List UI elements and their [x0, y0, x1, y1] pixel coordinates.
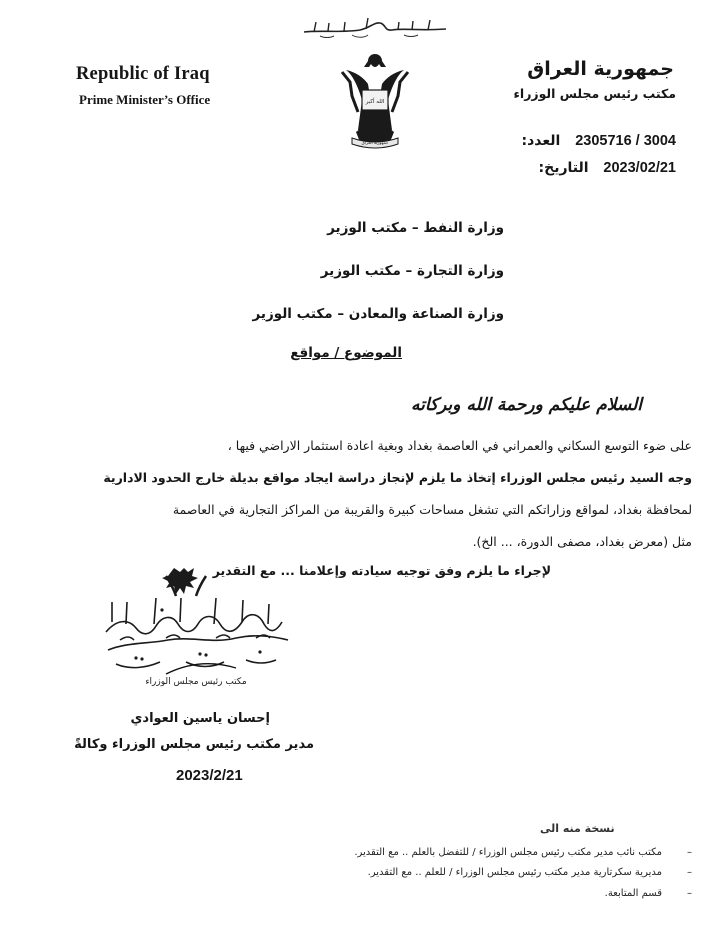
office-stamp [96, 566, 296, 690]
body-line: على ضوء التوسع السكاني والعمراني في العاصمة بغداد وبغية اعادة استثمار الاراضي فيها ، [227, 438, 692, 453]
date-value: 2023/02/21 [603, 160, 676, 176]
reference-number-row [522, 133, 677, 149]
emblem-ribbon: جمهورية العراق [361, 140, 389, 145]
header-ar-subtitle: مكتب رئيس مجلس الوزراء [513, 86, 676, 101]
reference-label: العدد: [521, 133, 561, 149]
copy-recipient [368, 867, 692, 878]
recipient-oil-ministry: وزارة النفط – مكتب الوزير [327, 220, 504, 236]
bullet-dash: – [687, 888, 692, 899]
header-en-subtitle: Prime Minister’s Office [79, 92, 211, 107]
subject-line: الموضوع / مواقع [290, 345, 402, 361]
header-en-title: Republic of Iraq [76, 64, 210, 84]
copy-recipient-text: مديرية سكرتارية مدير مكتب رئيس مجلس الوزراء / للعلم .. مع التقدير. [367, 867, 662, 878]
signatory-name: إحسان ياسين العوادي [130, 711, 270, 726]
copy-recipient [605, 888, 692, 899]
stamp-text: مكتب رئيس مجلس الوزراء [145, 677, 247, 687]
signatory-title: مدير مكتب رئيس مجلس الوزراء وكالةً [74, 737, 314, 752]
header-ar-title: جمهورية العراق [527, 58, 674, 80]
emblem-inscription: الله أكبر [365, 99, 385, 105]
copy-recipient-text: قسم المتابعة. [604, 888, 662, 899]
body-line: مثل (معرض بغداد، مصفى الدورة، ... الخ). [472, 534, 692, 549]
closing-line: لإجراء ما يلزم وفق توجيه سيادته وإعلامنا ... مع التقدير [212, 563, 551, 578]
body-line: وجه السيد رئيس مجلس الوزراء إتخاذ ما يلزم لإنجاز دراسة ايجاد مواقع بديلة خارج الحدود الادارية [103, 470, 692, 485]
signature-date: 2023/2/21 [176, 767, 243, 784]
body-paragraph [72, 430, 692, 558]
iraq-eagle-emblem [338, 50, 412, 150]
basmala-calligraphy [300, 14, 450, 40]
reference-value: 2305716 / 3004 [575, 133, 676, 149]
date-row [539, 160, 677, 176]
bullet-dash: – [687, 867, 692, 878]
greeting: السلام عليكم ورحمة الله وبركاته [411, 395, 642, 415]
copy-recipient [354, 847, 692, 858]
copy-recipient-text: مكتب نائب مدير مكتب رئيس مجلس الوزراء / للتفضل بالعلم .. مع التقدير. [354, 847, 662, 858]
body-line: لمحافظة بغداد، لمواقع وزاراتكم التي تشغل مساحات كبيرة والقريبة من المراكز التجارية في العاصمة [172, 502, 692, 517]
recipient-industry-ministry: وزارة الصناعة والمعادن – مكتب الوزير [252, 306, 504, 322]
bullet-dash: – [687, 847, 692, 858]
date-label: التاريخ: [538, 160, 589, 176]
copies-heading: نسخة منه الى [540, 822, 615, 835]
recipient-trade-ministry: وزارة التجارة – مكتب الوزير [320, 263, 504, 279]
